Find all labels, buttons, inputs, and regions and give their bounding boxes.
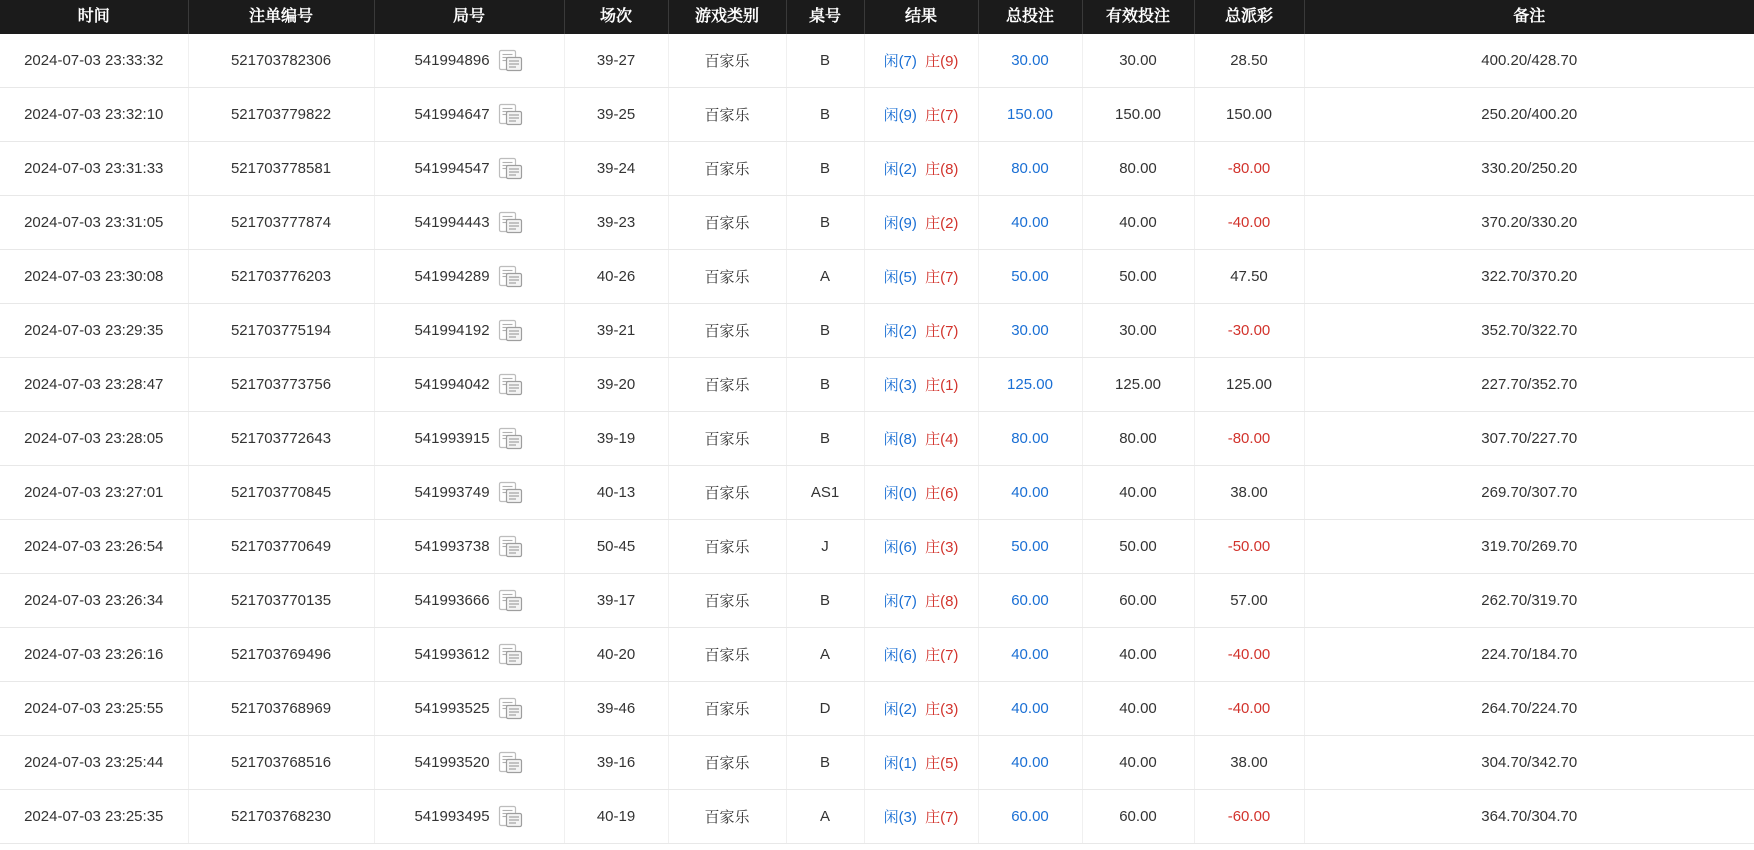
cell-round-no bbox=[374, 628, 564, 682]
cell-session: 50-45 bbox=[564, 520, 668, 574]
cell-valid-bet: 150.00 bbox=[1082, 88, 1194, 142]
cell-valid-bet: 40.00 bbox=[1082, 196, 1194, 250]
cell-total-payout: 38.00 bbox=[1194, 736, 1304, 790]
cell-remark: 224.70/184.70 bbox=[1304, 628, 1754, 682]
cell-total-payout: -80.00 bbox=[1194, 142, 1304, 196]
result-player: 闲(7) bbox=[883, 593, 917, 610]
cell-remark: 262.70/319.70 bbox=[1304, 574, 1754, 628]
column-header-valid-bet[interactable]: 有效投注 bbox=[1082, 0, 1194, 34]
result-player: 闲(9) bbox=[883, 107, 917, 124]
cell-valid-bet: 40.00 bbox=[1082, 682, 1194, 736]
document-detail-icon[interactable] bbox=[498, 697, 524, 721]
result-banker: 庄(2) bbox=[925, 215, 959, 232]
cell-result bbox=[864, 628, 978, 682]
cell-session: 39-19 bbox=[564, 412, 668, 466]
cell-table-no: A bbox=[786, 250, 864, 304]
cell-result bbox=[864, 790, 978, 844]
cell-total-payout: 150.00 bbox=[1194, 88, 1304, 142]
result-banker: 庄(7) bbox=[925, 323, 959, 340]
cell-time: 2024-07-03 23:26:34 bbox=[0, 574, 188, 628]
result-separator bbox=[917, 593, 925, 610]
document-detail-icon[interactable] bbox=[498, 751, 524, 775]
cell-game-type: 百家乐 bbox=[668, 682, 786, 736]
cell-remark: 352.70/322.70 bbox=[1304, 304, 1754, 358]
cell-total-bet: 60.00 bbox=[978, 790, 1082, 844]
cell-time: 2024-07-03 23:31:05 bbox=[0, 196, 188, 250]
cell-total-bet: 60.00 bbox=[978, 574, 1082, 628]
cell-game-type: 百家乐 bbox=[668, 412, 786, 466]
cell-total-payout: -40.00 bbox=[1194, 628, 1304, 682]
cell-time: 2024-07-03 23:25:35 bbox=[0, 790, 188, 844]
document-detail-icon[interactable] bbox=[498, 49, 524, 73]
table-row[interactable] bbox=[0, 304, 1754, 358]
result-separator bbox=[917, 809, 925, 826]
cell-total-bet: 40.00 bbox=[978, 466, 1082, 520]
result-separator bbox=[917, 485, 925, 502]
cell-total-bet: 80.00 bbox=[978, 142, 1082, 196]
result-separator bbox=[917, 53, 925, 70]
round-no-label: 541993495 bbox=[414, 808, 490, 825]
cell-order-no: 521703768969 bbox=[188, 682, 374, 736]
table-row[interactable] bbox=[0, 628, 1754, 682]
cell-session: 40-26 bbox=[564, 250, 668, 304]
cell-remark: 330.20/250.20 bbox=[1304, 142, 1754, 196]
cell-valid-bet: 50.00 bbox=[1082, 520, 1194, 574]
cell-time: 2024-07-03 23:31:33 bbox=[0, 142, 188, 196]
cell-time: 2024-07-03 23:26:16 bbox=[0, 628, 188, 682]
cell-total-payout: 125.00 bbox=[1194, 358, 1304, 412]
cell-result bbox=[864, 412, 978, 466]
cell-result bbox=[864, 196, 978, 250]
cell-total-bet: 150.00 bbox=[978, 88, 1082, 142]
document-detail-icon[interactable] bbox=[498, 589, 524, 613]
cell-time: 2024-07-03 23:25:55 bbox=[0, 682, 188, 736]
result-player: 闲(3) bbox=[883, 377, 917, 394]
table-row[interactable] bbox=[0, 682, 1754, 736]
result-separator bbox=[917, 269, 925, 286]
round-no-label: 541993612 bbox=[414, 646, 490, 663]
cell-order-no: 521703777874 bbox=[188, 196, 374, 250]
cell-time: 2024-07-03 23:29:35 bbox=[0, 304, 188, 358]
cell-round-no bbox=[374, 196, 564, 250]
cell-total-payout: -40.00 bbox=[1194, 196, 1304, 250]
result-banker: 庄(8) bbox=[925, 593, 959, 610]
cell-game-type: 百家乐 bbox=[668, 34, 786, 88]
cell-order-no: 521703770649 bbox=[188, 520, 374, 574]
cell-round-no bbox=[374, 574, 564, 628]
column-header-order-no[interactable]: 注单编号 bbox=[188, 0, 374, 34]
table-row[interactable] bbox=[0, 574, 1754, 628]
result-separator bbox=[917, 539, 925, 556]
result-banker: 庄(7) bbox=[925, 269, 959, 286]
document-detail-icon[interactable] bbox=[498, 211, 524, 235]
cell-valid-bet: 60.00 bbox=[1082, 574, 1194, 628]
cell-table-no: B bbox=[786, 412, 864, 466]
cell-total-payout: 57.00 bbox=[1194, 574, 1304, 628]
result-separator bbox=[917, 755, 925, 772]
column-header-time[interactable]: 时间 bbox=[0, 0, 188, 34]
result-separator bbox=[917, 161, 925, 178]
document-detail-icon[interactable] bbox=[498, 103, 524, 127]
table-header-row bbox=[0, 0, 1754, 34]
cell-time: 2024-07-03 23:28:05 bbox=[0, 412, 188, 466]
result-player: 闲(3) bbox=[883, 809, 917, 826]
round-no-label: 541994647 bbox=[414, 106, 490, 123]
cell-round-no bbox=[374, 412, 564, 466]
cell-round-no bbox=[374, 520, 564, 574]
cell-total-payout: -50.00 bbox=[1194, 520, 1304, 574]
cell-total-payout: 38.00 bbox=[1194, 466, 1304, 520]
result-player: 闲(7) bbox=[883, 53, 917, 70]
table-row[interactable] bbox=[0, 358, 1754, 412]
document-detail-icon[interactable] bbox=[498, 319, 524, 343]
result-player: 闲(0) bbox=[883, 485, 917, 502]
cell-session: 39-17 bbox=[564, 574, 668, 628]
document-detail-icon[interactable] bbox=[498, 643, 524, 667]
cell-table-no: B bbox=[786, 304, 864, 358]
document-detail-icon[interactable] bbox=[498, 535, 524, 559]
cell-result bbox=[864, 520, 978, 574]
cell-result bbox=[864, 88, 978, 142]
cell-session: 39-27 bbox=[564, 34, 668, 88]
cell-result bbox=[864, 736, 978, 790]
result-separator bbox=[917, 431, 925, 448]
result-player: 闲(2) bbox=[883, 323, 917, 340]
cell-table-no: B bbox=[786, 196, 864, 250]
table-row[interactable] bbox=[0, 34, 1754, 88]
cell-result bbox=[864, 304, 978, 358]
round-no-label: 541994192 bbox=[414, 322, 490, 339]
result-separator bbox=[917, 647, 925, 664]
cell-game-type: 百家乐 bbox=[668, 736, 786, 790]
cell-order-no: 521703770845 bbox=[188, 466, 374, 520]
cell-order-no: 521703768230 bbox=[188, 790, 374, 844]
result-banker: 庄(3) bbox=[925, 539, 959, 556]
round-no-label: 541994443 bbox=[414, 214, 490, 231]
cell-session: 40-19 bbox=[564, 790, 668, 844]
cell-order-no: 521703779822 bbox=[188, 88, 374, 142]
cell-game-type: 百家乐 bbox=[668, 790, 786, 844]
cell-valid-bet: 80.00 bbox=[1082, 412, 1194, 466]
cell-result bbox=[864, 682, 978, 736]
cell-game-type: 百家乐 bbox=[668, 358, 786, 412]
result-separator bbox=[917, 701, 925, 718]
cell-remark: 322.70/370.20 bbox=[1304, 250, 1754, 304]
cell-game-type: 百家乐 bbox=[668, 304, 786, 358]
document-detail-icon[interactable] bbox=[498, 373, 524, 397]
round-no-label: 541994042 bbox=[414, 376, 490, 393]
cell-table-no: A bbox=[786, 628, 864, 682]
cell-table-no: B bbox=[786, 142, 864, 196]
round-no-label: 541994289 bbox=[414, 268, 490, 285]
cell-total-payout: 47.50 bbox=[1194, 250, 1304, 304]
round-no-label: 541994896 bbox=[414, 52, 490, 69]
cell-session: 39-46 bbox=[564, 682, 668, 736]
cell-round-no bbox=[374, 304, 564, 358]
result-banker: 庄(5) bbox=[925, 755, 959, 772]
result-banker: 庄(7) bbox=[925, 107, 959, 124]
table-row[interactable] bbox=[0, 142, 1754, 196]
cell-game-type: 百家乐 bbox=[668, 574, 786, 628]
round-no-label: 541993525 bbox=[414, 700, 490, 717]
cell-total-bet: 40.00 bbox=[978, 196, 1082, 250]
result-banker: 庄(6) bbox=[925, 485, 959, 502]
cell-session: 39-20 bbox=[564, 358, 668, 412]
result-player: 闲(2) bbox=[883, 161, 917, 178]
result-separator bbox=[917, 377, 925, 394]
cell-table-no: A bbox=[786, 790, 864, 844]
result-banker: 庄(8) bbox=[925, 161, 959, 178]
result-banker: 庄(7) bbox=[925, 809, 959, 826]
result-banker: 庄(3) bbox=[925, 701, 959, 718]
cell-game-type: 百家乐 bbox=[668, 466, 786, 520]
cell-valid-bet: 40.00 bbox=[1082, 628, 1194, 682]
cell-remark: 304.70/342.70 bbox=[1304, 736, 1754, 790]
table-row[interactable] bbox=[0, 88, 1754, 142]
table-row[interactable] bbox=[0, 250, 1754, 304]
cell-game-type: 百家乐 bbox=[668, 88, 786, 142]
cell-valid-bet: 30.00 bbox=[1082, 34, 1194, 88]
table-row[interactable] bbox=[0, 520, 1754, 574]
cell-order-no: 521703769496 bbox=[188, 628, 374, 682]
cell-game-type: 百家乐 bbox=[668, 628, 786, 682]
cell-result bbox=[864, 34, 978, 88]
cell-game-type: 百家乐 bbox=[668, 250, 786, 304]
cell-result bbox=[864, 466, 978, 520]
cell-time: 2024-07-03 23:27:01 bbox=[0, 466, 188, 520]
result-player: 闲(1) bbox=[883, 755, 917, 772]
document-detail-icon[interactable] bbox=[498, 265, 524, 289]
cell-session: 39-23 bbox=[564, 196, 668, 250]
cell-table-no: AS1 bbox=[786, 466, 864, 520]
cell-session: 40-13 bbox=[564, 466, 668, 520]
cell-round-no bbox=[374, 34, 564, 88]
round-no-label: 541993915 bbox=[414, 430, 490, 447]
cell-table-no: J bbox=[786, 520, 864, 574]
cell-time: 2024-07-03 23:26:54 bbox=[0, 520, 188, 574]
cell-session: 39-25 bbox=[564, 88, 668, 142]
cell-valid-bet: 40.00 bbox=[1082, 736, 1194, 790]
result-banker: 庄(1) bbox=[925, 377, 959, 394]
cell-time: 2024-07-03 23:25:44 bbox=[0, 736, 188, 790]
column-header-total-payout[interactable]: 总派彩 bbox=[1194, 0, 1304, 34]
column-header-session[interactable]: 场次 bbox=[564, 0, 668, 34]
cell-round-no bbox=[374, 790, 564, 844]
cell-order-no: 521703782306 bbox=[188, 34, 374, 88]
table-row[interactable] bbox=[0, 196, 1754, 250]
document-detail-icon[interactable] bbox=[498, 427, 524, 451]
cell-order-no: 521703768516 bbox=[188, 736, 374, 790]
cell-session: 39-24 bbox=[564, 142, 668, 196]
cell-remark: 400.20/428.70 bbox=[1304, 34, 1754, 88]
column-header-game-type[interactable]: 游戏类别 bbox=[668, 0, 786, 34]
document-detail-icon[interactable] bbox=[498, 157, 524, 181]
cell-total-bet: 125.00 bbox=[978, 358, 1082, 412]
cell-round-no bbox=[374, 358, 564, 412]
cell-order-no: 521703775194 bbox=[188, 304, 374, 358]
result-player: 闲(2) bbox=[883, 701, 917, 718]
column-header-round-no[interactable]: 局号 bbox=[374, 0, 564, 34]
round-no-label: 541993520 bbox=[414, 754, 490, 771]
cell-total-bet: 30.00 bbox=[978, 304, 1082, 358]
result-separator bbox=[917, 107, 925, 124]
cell-valid-bet: 50.00 bbox=[1082, 250, 1194, 304]
cell-order-no: 521703776203 bbox=[188, 250, 374, 304]
cell-total-bet: 50.00 bbox=[978, 520, 1082, 574]
result-player: 闲(8) bbox=[883, 431, 917, 448]
cell-table-no: D bbox=[786, 682, 864, 736]
cell-table-no: B bbox=[786, 34, 864, 88]
cell-table-no: B bbox=[786, 736, 864, 790]
cell-valid-bet: 80.00 bbox=[1082, 142, 1194, 196]
round-no-label: 541994547 bbox=[414, 160, 490, 177]
cell-remark: 227.70/352.70 bbox=[1304, 358, 1754, 412]
cell-round-no bbox=[374, 736, 564, 790]
cell-time: 2024-07-03 23:32:10 bbox=[0, 88, 188, 142]
cell-order-no: 521703778581 bbox=[188, 142, 374, 196]
result-banker: 庄(7) bbox=[925, 647, 959, 664]
cell-total-bet: 80.00 bbox=[978, 412, 1082, 466]
cell-result bbox=[864, 142, 978, 196]
cell-session: 39-16 bbox=[564, 736, 668, 790]
cell-table-no: B bbox=[786, 358, 864, 412]
cell-valid-bet: 40.00 bbox=[1082, 466, 1194, 520]
cell-remark: 307.70/227.70 bbox=[1304, 412, 1754, 466]
cell-total-bet: 40.00 bbox=[978, 628, 1082, 682]
document-detail-icon[interactable] bbox=[498, 805, 524, 829]
column-header-total-bet[interactable]: 总投注 bbox=[978, 0, 1082, 34]
table-row[interactable] bbox=[0, 466, 1754, 520]
cell-game-type: 百家乐 bbox=[668, 520, 786, 574]
cell-result bbox=[864, 574, 978, 628]
cell-remark: 319.70/269.70 bbox=[1304, 520, 1754, 574]
table-body bbox=[0, 34, 1754, 844]
cell-total-payout: -40.00 bbox=[1194, 682, 1304, 736]
cell-result bbox=[864, 358, 978, 412]
cell-time: 2024-07-03 23:30:08 bbox=[0, 250, 188, 304]
cell-remark: 370.20/330.20 bbox=[1304, 196, 1754, 250]
cell-session: 39-21 bbox=[564, 304, 668, 358]
cell-game-type: 百家乐 bbox=[668, 196, 786, 250]
cell-order-no: 521703770135 bbox=[188, 574, 374, 628]
cell-round-no bbox=[374, 466, 564, 520]
document-detail-icon[interactable] bbox=[498, 481, 524, 505]
table-header bbox=[0, 0, 1754, 34]
result-player: 闲(5) bbox=[883, 269, 917, 286]
round-no-label: 541993738 bbox=[414, 538, 490, 555]
column-header-remark[interactable]: 备注 bbox=[1304, 0, 1754, 34]
cell-total-payout: 28.50 bbox=[1194, 34, 1304, 88]
cell-game-type: 百家乐 bbox=[668, 142, 786, 196]
table-row[interactable] bbox=[0, 790, 1754, 844]
cell-total-bet: 50.00 bbox=[978, 250, 1082, 304]
result-separator bbox=[917, 215, 925, 232]
cell-total-bet: 40.00 bbox=[978, 736, 1082, 790]
result-player: 闲(9) bbox=[883, 215, 917, 232]
cell-total-payout: -30.00 bbox=[1194, 304, 1304, 358]
result-player: 闲(6) bbox=[883, 539, 917, 556]
result-separator bbox=[917, 323, 925, 340]
cell-round-no bbox=[374, 250, 564, 304]
table-row[interactable] bbox=[0, 736, 1754, 790]
cell-total-payout: -60.00 bbox=[1194, 790, 1304, 844]
table-row[interactable] bbox=[0, 412, 1754, 466]
result-banker: 庄(4) bbox=[925, 431, 959, 448]
cell-total-payout: -80.00 bbox=[1194, 412, 1304, 466]
cell-order-no: 521703772643 bbox=[188, 412, 374, 466]
cell-remark: 364.70/304.70 bbox=[1304, 790, 1754, 844]
round-no-label: 541993666 bbox=[414, 592, 490, 609]
cell-round-no bbox=[374, 142, 564, 196]
cell-table-no: B bbox=[786, 574, 864, 628]
cell-table-no: B bbox=[786, 88, 864, 142]
cell-valid-bet: 60.00 bbox=[1082, 790, 1194, 844]
cell-remark: 269.70/307.70 bbox=[1304, 466, 1754, 520]
cell-total-bet: 40.00 bbox=[978, 682, 1082, 736]
cell-valid-bet: 30.00 bbox=[1082, 304, 1194, 358]
result-player: 闲(6) bbox=[883, 647, 917, 664]
cell-total-bet: 30.00 bbox=[978, 34, 1082, 88]
cell-order-no: 521703773756 bbox=[188, 358, 374, 412]
cell-result bbox=[864, 250, 978, 304]
column-header-table-no[interactable]: 桌号 bbox=[786, 0, 864, 34]
round-no-label: 541993749 bbox=[414, 484, 490, 501]
cell-valid-bet: 125.00 bbox=[1082, 358, 1194, 412]
cell-remark: 264.70/224.70 bbox=[1304, 682, 1754, 736]
cell-time: 2024-07-03 23:28:47 bbox=[0, 358, 188, 412]
cell-session: 40-20 bbox=[564, 628, 668, 682]
cell-remark: 250.20/400.20 bbox=[1304, 88, 1754, 142]
cell-time: 2024-07-03 23:33:32 bbox=[0, 34, 188, 88]
cell-round-no bbox=[374, 682, 564, 736]
result-banker: 庄(9) bbox=[925, 53, 959, 70]
cell-round-no bbox=[374, 88, 564, 142]
column-header-result[interactable]: 结果 bbox=[864, 0, 978, 34]
